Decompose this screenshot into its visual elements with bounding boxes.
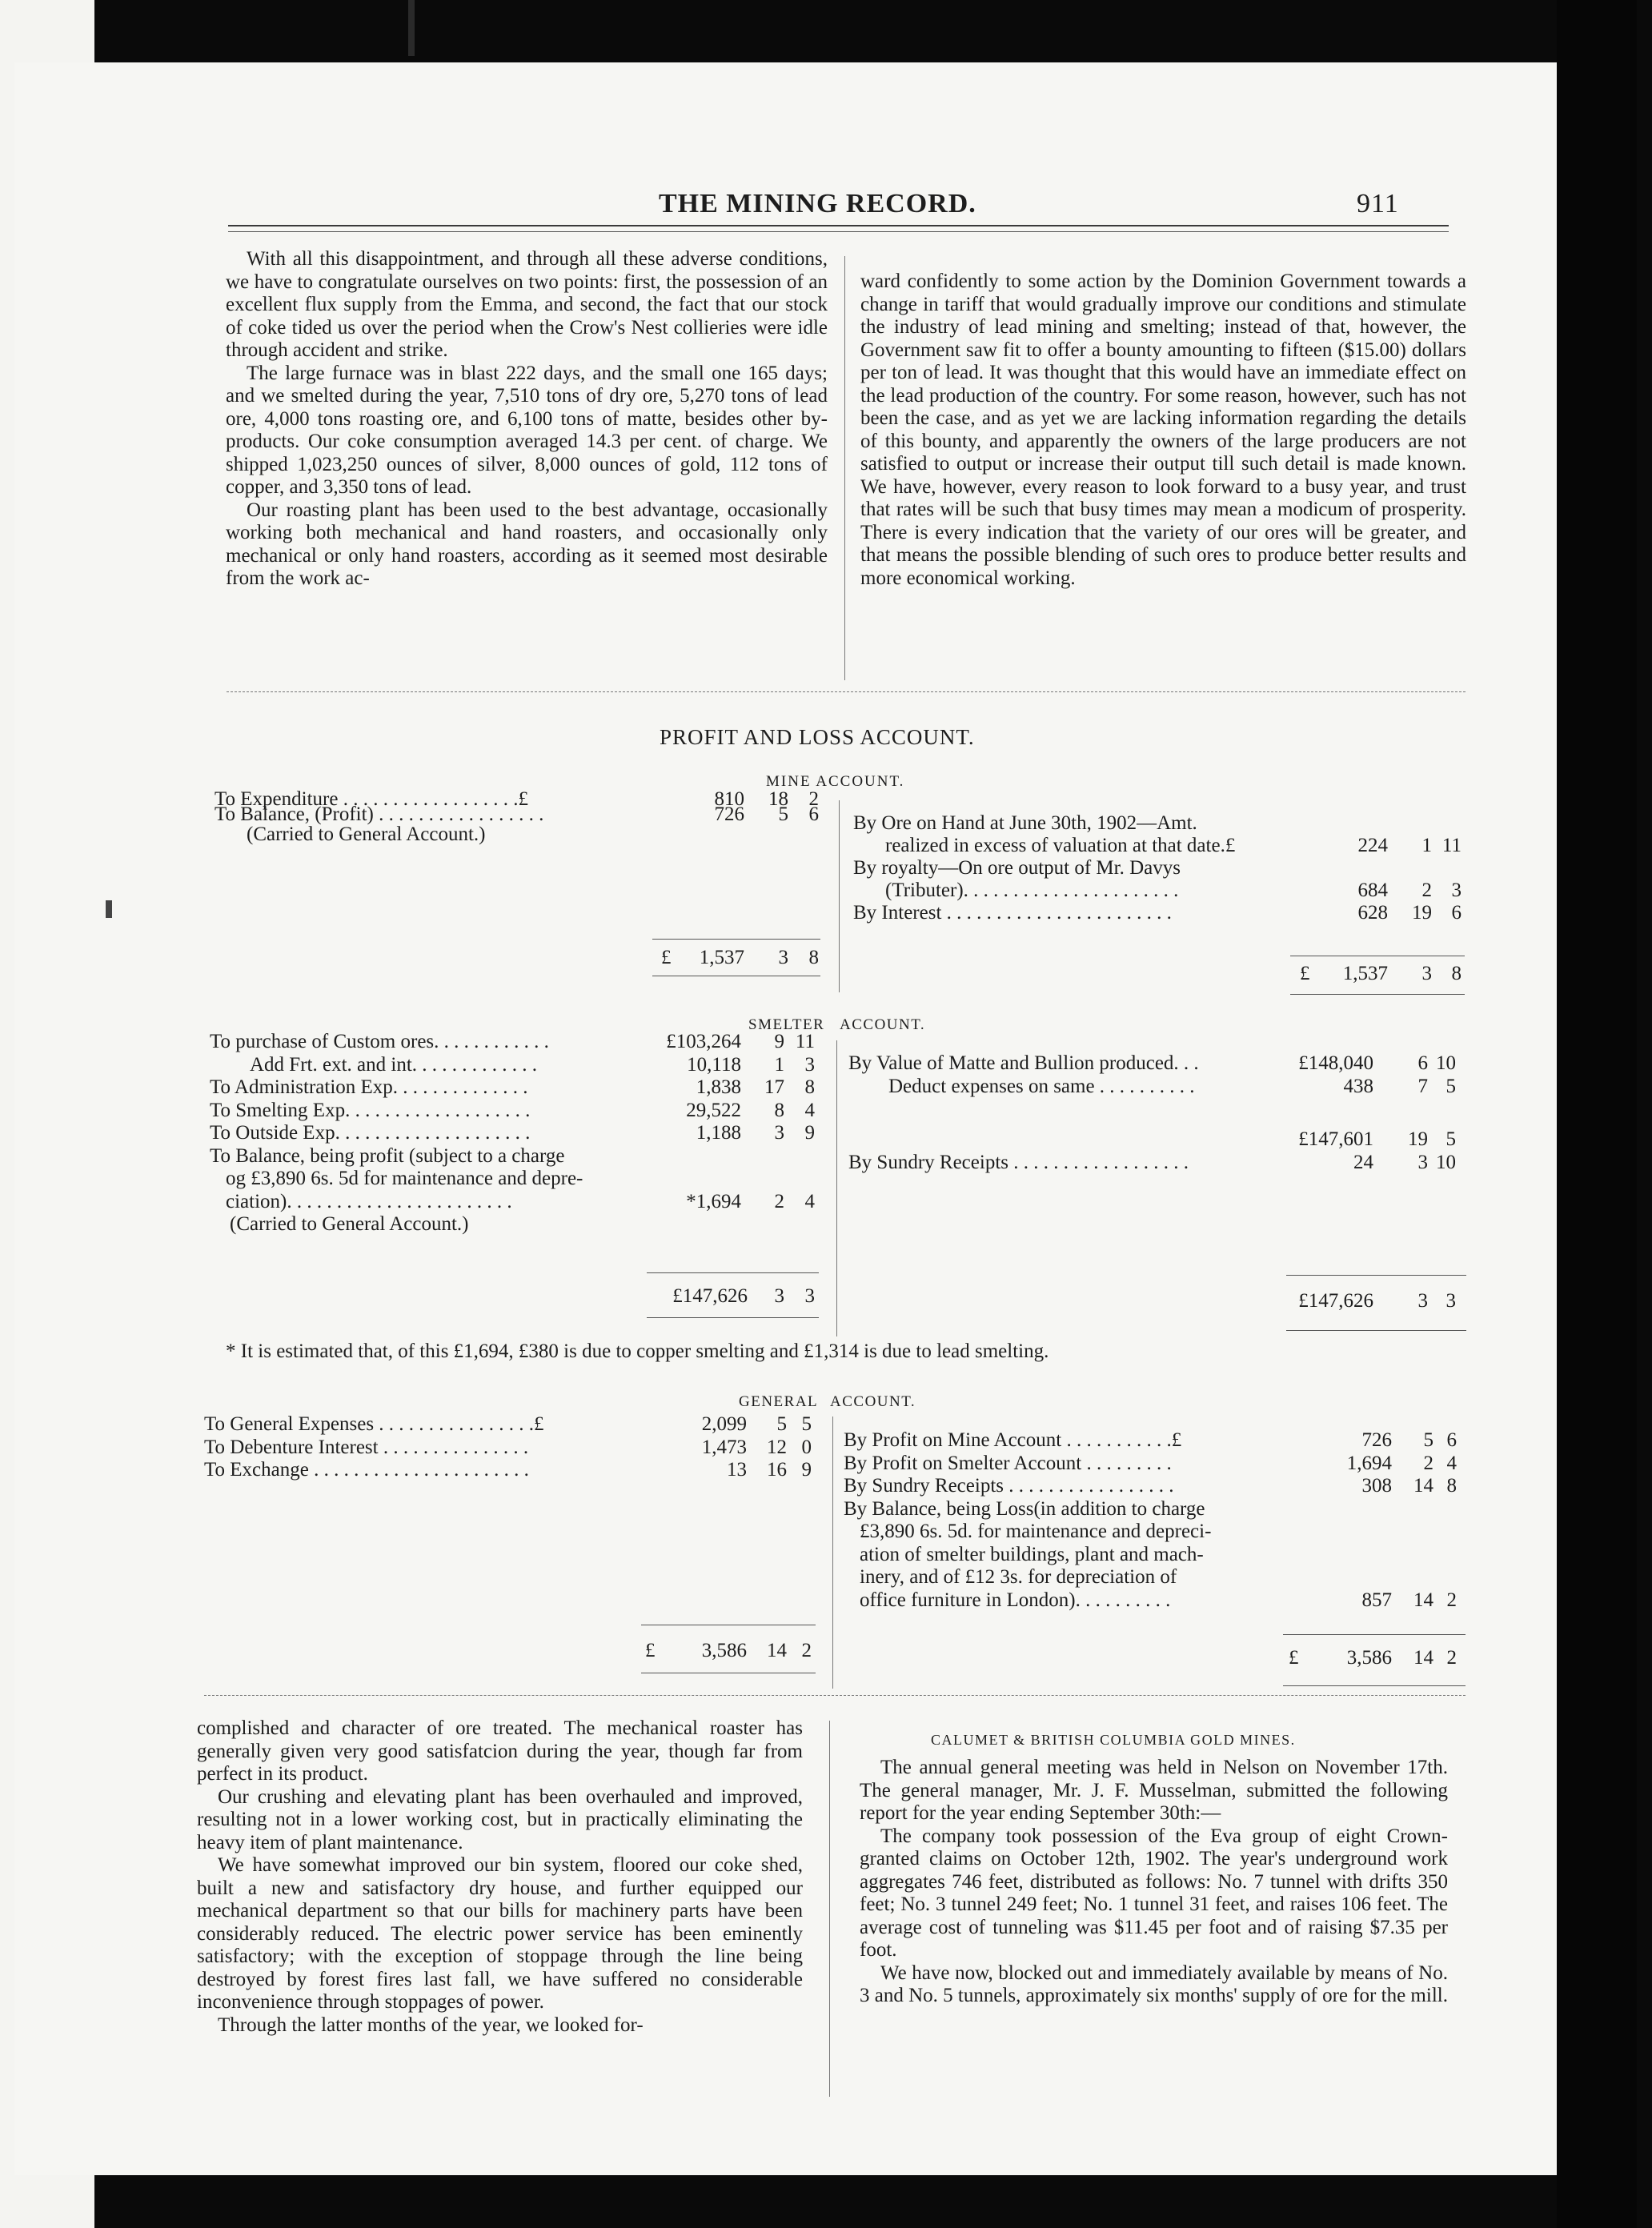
entry-shillings: 5 [776,1413,787,1435]
entry-pounds: 684 [1357,880,1388,901]
paragraph: The company took possession of the Eva group of eight Crown-granted claims on October 12th, 1902. The year's underground work aggregates 746 feet, distributed as follows: No. 7 tunnel with drifts 350 feet; No. 3 tunnel 249 feet; No. 1 tunnel 31 feet, and raises 106 feet. The average cost of tunneling was $11.45 per foot and of raising $7.35 per foot. [860,1825,1448,1961]
calumet-heading: CALUMET & BRITISH COLUMBIA GOLD MINES. [931,1732,1296,1748]
mine-right-entries [853,812,1478,924]
mine-left-total [215,947,835,971]
total-rule [647,1317,819,1318]
total-rule [652,939,820,940]
entry-shillings: 2 [1421,880,1432,901]
entry-label: By Value of Matte and Bullion produced. . . [848,1052,1199,1074]
entry-pence: 9 [801,1459,812,1481]
total-pounds: 1,537 [1342,963,1388,984]
header-rule [228,225,1449,226]
entry-shillings: 14 [1413,1475,1433,1497]
entry-shillings: 7 [1417,1075,1428,1097]
entry-shillings: 5 [1423,1429,1433,1451]
entry-label: og £3,890 6s. 5d for maintenance and depre- [226,1168,583,1189]
smelter-heading-b: ACCOUNT. [840,1016,926,1033]
entry-pence: 3 [804,1053,815,1076]
entry-label: (Carried to General Account.) [247,823,486,845]
mine-left-entries [215,788,835,845]
entry-pounds: 2,099 [701,1413,747,1435]
entry-label: By Sundry Receipts . . . . . . . . . . . . . . . . . [844,1475,1174,1497]
total-pounds: 3,586 [1346,1647,1392,1669]
entry-pounds: 726 [1361,1429,1392,1451]
total-pence: 8 [1451,963,1462,984]
entry-pounds: 726 [714,803,744,825]
entry-pence: 10 [1436,1052,1456,1074]
column-divider [839,800,840,992]
smelter-footnote: * It is estimated that, of this £1,694, £380 is due to copper smelting and £1,314 is due to lead smelting. [226,1340,1049,1362]
paragraph: The annual general meeting was held in Nelson on November 17th. The general manager, Mr. J. F. Musselman, submitted the following report for the year ending September 30th:— [860,1757,1448,1824]
currency-symbol: £ [1300,963,1310,984]
entry-pounds: 13 [727,1459,747,1481]
entry-shillings: 18 [768,788,788,810]
entry-pence: 4 [1446,1452,1457,1474]
entry-pence: 8 [1446,1475,1457,1497]
entry-pounds: 1,838 [696,1076,741,1098]
entry-pence: 2 [1446,1589,1457,1611]
entry-pence: 5 [1446,1128,1456,1150]
smelter-right-total [848,1290,1478,1314]
general-right-entries [844,1429,1476,1612]
total-pence: 8 [808,947,819,968]
entry-shillings: 19 [1408,1128,1428,1150]
entry-pounds: 29,522 [686,1099,741,1121]
entry-shillings: 1 [774,1053,784,1076]
entry-label: By Profit on Mine Account . . . . . . . . . . .£ [844,1429,1182,1451]
scan-edge-mark [408,0,415,56]
entry-pounds: 1,694 [1346,1452,1392,1474]
entry-label: By Sundry Receipts . . . . . . . . . . . . . . . . . . [848,1152,1189,1173]
section-rule [227,691,1466,692]
entry-pence: 5 [801,1413,812,1435]
entry-pence: 0 [801,1436,812,1458]
entry-shillings: 3 [1417,1152,1428,1173]
total-pence: 2 [801,1640,812,1661]
gutter-mark [106,900,112,918]
entry-shillings: 1 [1421,835,1432,856]
entry-shillings: 2 [1423,1452,1433,1474]
smelter-heading-a: SMELTER [748,1016,825,1033]
entry-label: Deduct expenses on same . . . . . . . . . . [888,1075,1195,1097]
entry-label: (Tributer). . . . . . . . . . . . . . . . . . . . . . [885,880,1179,901]
entry-label: ciation). . . . . . . . . . . . . . . . . . . . . . . [226,1190,512,1212]
paragraph: The large furnace was in blast 222 days, and the small one 165 days; and we smelted during the year, 7,510 tons of dry ore, 5,270 tons of lead ore, 4,000 tons roasting ore, and 6,100 tons of matte, besides other by-products. Our coke consumption averaged 14.3 per cent. of charge. We shipped 1,023,250 ounces of silver, 8,000 ounces of gold, 112 tons of copper, and 3,350 tons of lead. [226,362,828,498]
column-divider [832,1417,833,1689]
column-divider [844,256,845,680]
entry-pounds: 1,188 [696,1122,741,1144]
total-pence: 2 [1446,1647,1457,1669]
scan-border-right [1557,0,1637,2228]
entry-pence: 8 [804,1076,815,1098]
currency-symbol: £ [661,947,672,968]
entry-pounds: *1,694 [686,1190,741,1212]
entry-pounds: 308 [1361,1475,1392,1497]
paragraph: complished and character of ore treated. The mechanical roaster has generally given very good satisfatcion during the year, though far from perfect in its product. [197,1717,803,1785]
entry-shillings: 12 [767,1436,787,1458]
smelter-left-total [210,1285,832,1309]
entry-label: inery, and of £12 3s. for depreciation of [860,1566,1177,1588]
entry-label: Add Frt. ext. and int. . . . . . . . . . . . . [250,1053,538,1076]
entry-pounds: 10,118 [687,1053,741,1076]
total-pence: 3 [804,1285,815,1307]
entry-pounds: 810 [714,788,744,810]
entry-label: To Smelting Exp. . . . . . . . . . . . . . . . . . . [210,1099,531,1121]
paragraph: Our crushing and elevating plant has been overhauled and improved, resulting not in a lower working cost, but in practically eliminating the heavy item of plant maintenance. [197,1785,803,1853]
entry-label: To Administration Exp. . . . . . . . . . . . . . [210,1076,528,1098]
entry-pence: 10 [1436,1152,1456,1173]
entry-label: To General Expenses . . . . . . . . . . . . . . . .£ [204,1413,544,1435]
entry-label: To Debenture Interest . . . . . . . . . . . . . . . [204,1436,529,1458]
column-divider [829,1721,830,2097]
entry-shillings: 9 [774,1031,784,1052]
total-pounds: 1,537 [699,947,744,968]
smelter-right-entries [848,1052,1478,1173]
entry-pounds: £147,601 [1298,1128,1373,1150]
entry-pence: 5 [1446,1075,1456,1097]
entry-label: To Balance, being profit (subject to a charge [210,1144,565,1167]
total-rule [1290,994,1465,995]
entry-label: (Carried to General Account.) [230,1213,469,1235]
entry-label: To Exchange . . . . . . . . . . . . . . . . . . . . . . [204,1459,529,1481]
entry-shillings: 16 [767,1459,787,1481]
mine-right-total [853,963,1478,987]
general-left-entries [204,1413,828,1482]
entry-label: By Profit on Smelter Account . . . . . . . . . [844,1452,1172,1474]
paragraph: Our roasting plant has been used to the best advantage, occasionally working both mechanical and hand roasters, and occasionally only mechanical or only hand roasters, according as it seemed most desirable from the work ac- [226,499,828,589]
bottom-left-column [197,1717,803,2037]
entry-pounds: £103,264 [666,1031,741,1052]
entry-shillings: 6 [1417,1052,1428,1074]
total-pounds: £147,626 [672,1285,748,1307]
paragraph: ward confidently to some action by the Dominion Government towards a change in tariff that would gradually improve our conditions and stimulate the industry of lead mining and smelting; instead of that, however, the Government saw fit to offer a bounty amounting to fifteen ($15.00) dollars per ton of lead. It was thought that this would have an immediate effect on the lead production of the country. For some reason, however, such has not been the case, and as yet we are lacking information regarding the details of this bounty, and apparently the owners of the large producers are not satisfied to output or increase their output till such detail is made known. We have, however, every reason to look forward to a busy year, and trust that rates will be such that busy times may mean a modicum of prosperity. There is every indication that the variety of our ores will be greater, and that means the possible blending of such ores to produce better results and more economical working. [860,270,1466,589]
paragraph: We have now, blocked out and immediately available by means of No. 3 and No. 5 tunnels, approximately six months' supply of ore for the mill. [860,1962,1448,2006]
total-rule [1286,1275,1466,1276]
top-left-column [226,248,828,591]
total-rule [1286,1330,1466,1331]
entry-pounds: £148,040 [1298,1052,1373,1074]
total-shillings: 3 [1417,1290,1428,1312]
paragraph: With all this disappointment, and through all these adverse conditions, we have to congratulate ourselves on two points: first, the possession of an excellent flux supply from the Emma, and second, the fact that our stock of coke tided us over the period when the Crow's Nest collieries were idle through accident and strike. [226,248,828,361]
entry-pence: 2 [808,788,819,810]
pl-title: PROFIT AND LOSS ACCOUNT. [660,725,975,749]
total-pence: 3 [1446,1290,1456,1312]
general-heading-a: GENERAL [739,1393,819,1410]
general-heading-b: ACCOUNT. [830,1393,916,1410]
page-number: 911 [1357,189,1399,218]
entry-label: realized in excess of valuation at that date.£ [885,835,1236,856]
entry-shillings: 5 [778,803,788,825]
total-shillings: 3 [1421,963,1432,984]
entry-label: To Expenditure . . . . . . . . . . . . . . . . . .£ [215,788,528,810]
total-shillings: 3 [774,1285,784,1307]
entry-label: By royalty—On ore output of Mr. Davys [853,857,1181,879]
page-title: THE MINING RECORD. [659,189,976,218]
total-rule [1283,1685,1466,1686]
entry-pounds: 628 [1357,902,1388,924]
general-left-total [204,1640,828,1664]
header-rule-2 [228,231,1449,232]
entry-label: By Interest . . . . . . . . . . . . . . . . . . . . . . . [853,902,1172,924]
entry-pounds: 857 [1361,1589,1392,1611]
top-right-column [860,270,1466,590]
currency-symbol: £ [645,1640,656,1661]
entry-pence: 6 [1451,902,1462,924]
entry-label: £3,890 6s. 5d. for maintenance and depreci- [860,1521,1212,1542]
total-pounds: 3,586 [701,1640,747,1661]
entry-label: To Outside Exp. . . . . . . . . . . . . . . . . . . . [210,1122,531,1144]
entry-pounds: 224 [1357,835,1388,856]
entry-label: ation of smelter buildings, plant and mach- [860,1543,1204,1565]
entry-pence: 4 [804,1099,815,1121]
entry-pence: 4 [804,1190,815,1212]
entry-pence: 9 [804,1122,815,1144]
total-shillings: 14 [1413,1647,1433,1669]
entry-pounds: 438 [1343,1075,1373,1097]
entry-pounds: 24 [1353,1152,1373,1173]
entry-shillings: 8 [774,1099,784,1121]
entry-shillings: 19 [1412,902,1432,924]
entry-pounds: 1,473 [701,1436,747,1458]
entry-shillings: 14 [1413,1589,1433,1611]
paragraph: Through the latter months of the year, we looked for- [218,2014,644,2036]
entry-pence: 3 [1451,880,1462,901]
total-shillings: 14 [767,1640,787,1661]
entry-pence: 6 [1446,1429,1457,1451]
section-rule [204,1695,1466,1696]
entry-shillings: 3 [774,1122,784,1144]
total-rule [1283,1634,1466,1635]
entry-label: By Ore on Hand at June 30th, 1902—Amt. [853,812,1197,834]
entry-pence: 6 [808,803,819,825]
entry-label: To purchase of Custom ores. . . . . . . . . . . . [210,1031,549,1052]
entry-shillings: 2 [774,1190,784,1212]
entry-pence: 11 [795,1031,815,1052]
bottom-right-column [860,1757,1448,2008]
mine-account-heading: MINE ACCOUNT. [766,773,905,790]
column-divider [836,1040,837,1336]
entry-shillings: 17 [764,1076,784,1098]
entry-label: office furniture in London). . . . . . . . . . [860,1589,1171,1611]
paragraph: We have somewhat improved our bin system, floored our coke shed, built a new and satisfactory dry house, and further equipped our mechanical department so that our bills for machinery parts have been considerably reduced. The electric power service has been eminently satisfactory; with the exception of stoppage through the line being destroyed by forest fires last fall, we have suffered no considerable inconvenience through stoppages of power. [197,1854,803,2013]
total-shillings: 3 [778,947,788,968]
total-rule [647,1272,819,1273]
smelter-left-entries [210,1031,832,1236]
general-right-total [844,1647,1476,1671]
total-pounds: £147,626 [1298,1290,1373,1312]
entry-pence: 11 [1441,835,1462,856]
currency-symbol: £ [1289,1647,1299,1669]
entry-label: By Balance, being Loss(in addition to charge [844,1497,1205,1520]
entry-label: To Balance, (Profit) . . . . . . . . . . . . . . . . . [215,803,544,825]
